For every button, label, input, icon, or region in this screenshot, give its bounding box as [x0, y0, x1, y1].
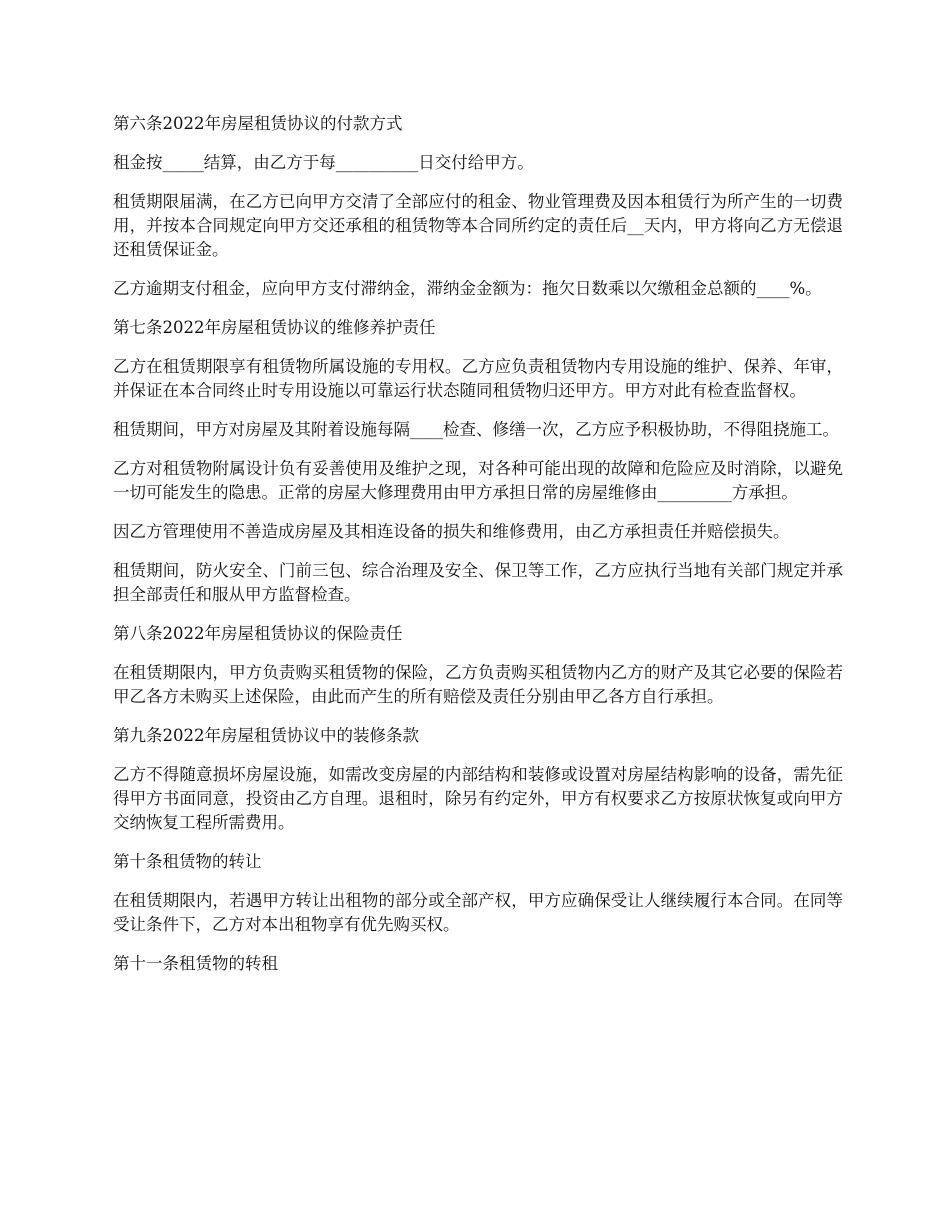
- damage-liability-clause: 因乙方管理使用不善造成房屋及其相连设备的损失和维修费用，由乙方承担责任并赔偿损失。: [113, 522, 790, 541]
- article-8-heading: 第八条2022年房屋租赁协议的保险责任: [113, 624, 403, 643]
- article-9-heading: 第九条2022年房屋租赁协议中的装修条款: [113, 726, 419, 745]
- transfer-clause: 在租赁期限内，若遇甲方转让出租物的部分或全部产权，甲方应确保受让人继续履行本合同。在同等受让条件下，乙方对本出租物享有优先购买权。: [113, 891, 843, 934]
- late-fee-clause: 乙方逾期支付租金，应向甲方支付滞纳金，滞纳金金额为：拖欠日数乘以欠缴租金总额的____%。: [113, 279, 822, 298]
- article-7-heading: 第七条2022年房屋租赁协议的维修养护责任: [113, 318, 436, 337]
- article-6-heading: 第六条2022年房屋租赁协议的付款方式: [113, 114, 403, 133]
- deposit-refund-clause: 租赁期限届满，在乙方已向甲方交清了全部应付的租金、物业管理费及因本租赁行为所产生的一切费用，并按本合同规定向甲方交还承租的租赁物等本合同所约定的责任后__天内，甲方将向乙方无偿退还租赁保证金。: [113, 192, 843, 259]
- facility-use-clause: 乙方在租赁期限享有租赁物所属设施的专用权。乙方应负责租赁物内专用设施的维护、保养、年审，并保证在本合同终止时专用设施以可靠运行状态随同租赁物归还甲方。甲方对此有检查监督权。: [113, 357, 843, 400]
- renovation-clause: 乙方不得随意损坏房屋设施，如需改变房屋的内部结构和装修或设置对房屋结构影响的设备，需先征得甲方书面同意，投资由乙方自理。退租时，除另有约定外，甲方有权要求乙方按原状恢复或向甲方交纳恢复工程所需费用。: [113, 765, 843, 832]
- inspection-clause: 租赁期间，甲方对房屋及其附着设施每隔____检查、修缮一次，乙方应予积极协助，不得阻挠施工。: [113, 420, 839, 439]
- article-10-heading: 第十条租赁物的转让: [113, 852, 262, 871]
- article-11-heading: 第十一条租赁物的转租: [113, 954, 278, 973]
- maintenance-clause: 乙方对租赁物附属设计负有妥善使用及维护之现，对各种可能出现的故障和危险应及时消除，以避免一切可能发生的隐患。正常的房屋大修理费用由甲方承担日常的房屋维修由_________方承担。: [113, 459, 843, 502]
- rent-settlement-clause: 租金按_____结算，由乙方于每__________日交付给甲方。: [113, 153, 534, 172]
- safety-clause: 租赁期间，防火安全、门前三包、综合治理及安全、保卫等工作，乙方应执行当地有关部门规定并承担全部责任和服从甲方监督检查。: [113, 561, 843, 604]
- insurance-clause: 在租赁期限内，甲方负责购买租赁物的保险，乙方负责购买租赁物内乙方的财产及其它必要的保险若甲乙各方未购买上述保险，由此而产生的所有赔偿及责任分别由甲乙各方自行承担。: [113, 663, 843, 706]
- document-body: [113, 112, 843, 991]
